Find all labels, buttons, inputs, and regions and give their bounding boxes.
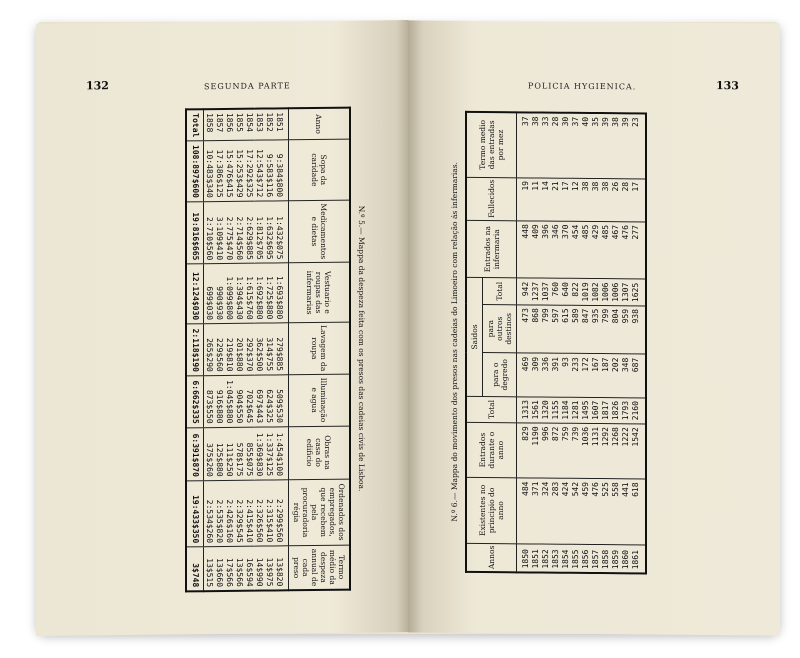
total-cell: 3$748	[186, 547, 204, 592]
table-row	[601, 113, 611, 573]
table-cell: 1307	[621, 279, 631, 305]
table-cell: 904$550	[234, 375, 244, 427]
table-cell: 476	[591, 479, 601, 545]
table-cell: 597	[551, 305, 561, 354]
running-head: POLICIA HYGIENICA.	[528, 81, 637, 92]
table-cell: 996	[541, 423, 551, 478]
table-cell: 868	[531, 305, 541, 354]
table-cell: 1:369$830	[254, 427, 264, 480]
column-header: Entrados durante o anno	[466, 422, 517, 478]
table-cell: 847	[581, 305, 591, 354]
table-row	[244, 109, 254, 591]
table-row	[224, 109, 234, 591]
table-cell: 873$550	[204, 375, 215, 427]
table-header-row	[466, 112, 483, 572]
table-cell: 33	[541, 113, 551, 178]
table-cell: 448	[517, 221, 532, 279]
table-cell: 1036	[581, 423, 591, 478]
column-header: Anno	[289, 108, 351, 140]
column-header: Total	[483, 278, 517, 305]
table-row	[234, 109, 244, 591]
year-cell: 1857	[214, 109, 224, 141]
table-cell: 201$880	[234, 323, 244, 375]
table-cell: 760	[551, 279, 561, 305]
table-cell: 799	[601, 305, 611, 354]
table-row	[621, 113, 631, 573]
table-cell: 187	[601, 354, 611, 397]
table-cell: 233	[571, 354, 581, 397]
table-cell: 1184	[561, 397, 571, 423]
table-cell: 13$566	[234, 546, 244, 591]
table-cell: 1320	[541, 397, 551, 423]
table-cell: 38	[591, 178, 601, 221]
table-cell: 578$175	[234, 427, 244, 480]
year-cell: 1858	[601, 544, 611, 573]
table-cell: 35	[591, 113, 601, 178]
year-cell: 1856	[224, 109, 234, 141]
table-cell: 938	[631, 306, 646, 355]
table-cell: 855$075	[244, 427, 254, 480]
table-cell: 702$645	[244, 375, 254, 427]
table-cell: 558	[611, 479, 621, 545]
table-cell: 21	[551, 178, 561, 221]
year-cell: 1859	[611, 544, 621, 573]
table-cell: 37	[571, 113, 581, 178]
column-header: Ordenados dos empregados, que recebem pela procuradoria régia	[289, 479, 351, 546]
table-cell: 396	[541, 221, 551, 279]
table-cell: 1222	[621, 424, 631, 479]
table-cell: 1:394$430	[234, 263, 244, 323]
table-cell: 476	[621, 222, 631, 280]
open-book	[36, 22, 780, 634]
table-cell: 1:454$100	[274, 426, 289, 479]
table-row	[581, 113, 591, 573]
table-cell: 16$594	[244, 546, 254, 591]
table-cell: 38	[581, 178, 591, 221]
table-cell: 467	[611, 221, 621, 279]
column-header: para o degredo	[483, 353, 517, 397]
table-cell: 469	[517, 353, 532, 396]
year-cell: 1852	[264, 108, 274, 140]
table-title: N.º 5.— Mappa da despeza feita com os presos das cadeias civis de Lisboa.	[357, 205, 366, 492]
table-cell: 15:476$415	[224, 140, 234, 201]
table-cell: 2:535$820	[214, 480, 224, 546]
table-cell: 2:629$885	[244, 201, 254, 264]
table-row	[591, 113, 601, 573]
table-cell: 38	[531, 112, 541, 177]
total-cell: 108:897$600	[186, 141, 204, 202]
table-cell: 12	[571, 178, 581, 221]
running-head: SEGUNDA PARTE	[204, 81, 291, 92]
expense-table	[185, 107, 351, 593]
year-cell: 1851	[274, 108, 289, 140]
table-cell: 1:615$760	[244, 263, 254, 323]
table-row	[611, 113, 621, 573]
table-cell: 17:292$325	[244, 140, 254, 201]
table-cell: 1:692$880	[254, 263, 264, 323]
table-cell: 1607	[591, 397, 601, 423]
table-cell: 509$530	[274, 374, 289, 426]
table-cell: 872	[551, 423, 561, 478]
total-row	[186, 109, 204, 591]
table-cell: 1082	[591, 279, 601, 305]
rotated-table-block	[450, 111, 647, 575]
table-cell: 1281	[571, 397, 581, 423]
table-cell: 804	[611, 305, 621, 354]
table-cell: 292$370	[244, 323, 254, 375]
table-cell: 473	[517, 305, 532, 354]
table-cell: 2:326$560	[254, 480, 264, 546]
table-cell: 283	[551, 478, 561, 544]
year-cell: 1854	[244, 109, 254, 141]
table-cell: 485	[581, 221, 591, 279]
table-cell: 14$990	[254, 546, 264, 591]
table-cell: 1817	[601, 397, 611, 423]
table-cell: 167	[591, 354, 601, 397]
table-cell: 3:109$410	[214, 201, 224, 264]
column-header: Termo médio da despeza annual de cada preso	[289, 545, 351, 590]
table-cell: 1313	[517, 396, 532, 422]
table-cell: 39	[621, 113, 631, 178]
table-cell: 172	[581, 354, 591, 397]
year-cell: 1856	[581, 544, 591, 573]
column-header: Entrados na infermaria	[466, 220, 517, 278]
table-cell: 829	[517, 423, 532, 478]
table-cell: 324	[541, 478, 551, 544]
page-number: 133	[716, 79, 739, 93]
table-cell: 39	[601, 113, 611, 178]
table-row	[254, 109, 264, 591]
table-cell: 1237	[531, 278, 541, 304]
column-header: Illuminação e agua	[289, 374, 351, 426]
table-cell: 2:299$560	[274, 479, 289, 545]
table-cell: 277	[631, 222, 646, 280]
column-header: Existentes no principio do anno	[466, 477, 517, 543]
table-cell: 12:543$712	[254, 140, 264, 201]
total-cell: 6:662$335	[186, 375, 204, 427]
table-cell: 409	[531, 221, 541, 279]
table-cell: 1190	[531, 423, 541, 478]
year-cell: 1857	[591, 544, 601, 573]
table-cell: 1131	[591, 423, 601, 478]
year-cell: 1860	[621, 544, 631, 573]
column-header: Vestuario e roupas das infermarias	[289, 262, 351, 322]
table-cell: 542	[571, 478, 581, 544]
column-header: Termo medio das entradas por mez	[466, 112, 517, 178]
table-row	[531, 112, 541, 572]
table-cell: 362$500	[254, 323, 264, 375]
table-cell: 1495	[581, 397, 591, 423]
total-cell: 19:433$350	[186, 480, 204, 547]
table-body	[186, 108, 289, 591]
table-cell: 40	[581, 113, 591, 178]
table-cell: 935	[591, 305, 601, 354]
total-cell: Total	[186, 109, 204, 141]
table-row	[631, 113, 646, 573]
table-cell: 459	[581, 478, 591, 544]
table-cell: 2:415$410	[244, 480, 254, 546]
column-group-header: Saidos	[466, 278, 483, 396]
table-cell: 125$880	[214, 427, 224, 480]
table-cell: 9:583$116	[264, 140, 274, 201]
table-cell: 2:775$470	[224, 201, 234, 264]
table-cell: 371	[531, 478, 541, 544]
year-cell: 1850	[517, 543, 532, 572]
table-cell: 14	[541, 178, 551, 221]
table-cell: 23	[631, 113, 646, 178]
table-cell: 9:384$800	[274, 140, 289, 201]
column-header: Annos	[466, 543, 517, 572]
table-cell: 375$260	[204, 427, 215, 480]
table-cell: 2:329$545	[234, 480, 244, 546]
table-row	[214, 109, 224, 591]
table-cell: 38	[601, 178, 611, 221]
table-cell: 1:099$800	[224, 264, 234, 324]
table-cell: 759	[561, 423, 571, 478]
table-cell: 1:693$880	[274, 263, 289, 323]
year-cell: 1853	[254, 109, 264, 141]
year-cell: 1858	[204, 109, 215, 141]
table-row	[517, 112, 532, 572]
column-header: Medicamentos e dietas	[289, 200, 351, 263]
table-cell: 615	[561, 305, 571, 354]
table-cell: 739	[571, 423, 581, 478]
table-cell: 959	[621, 305, 631, 354]
table-cell: 28	[621, 178, 631, 221]
table-body	[517, 112, 647, 573]
table-cell: 1155	[551, 397, 561, 423]
table-cell: 1268	[611, 424, 621, 479]
table-cell: 990$930	[214, 264, 224, 324]
column-header: Lavagem da roupa	[289, 322, 351, 374]
table-cell: 336	[541, 353, 551, 396]
table-cell: 202	[611, 354, 621, 397]
table-cell: 38	[611, 113, 621, 178]
table-cell: 279$885	[274, 323, 289, 375]
table-cell: 17$566	[224, 546, 234, 591]
table-cell: 942	[517, 278, 532, 304]
table-cell: 916$880	[214, 375, 224, 427]
table-cell: 2160	[631, 397, 646, 423]
table-cell: 219$810	[224, 323, 234, 375]
table-cell: 441	[621, 479, 631, 545]
year-cell: 1853	[551, 544, 561, 573]
table-cell: 111$250	[224, 427, 234, 480]
table-cell: 1:045$880	[224, 375, 234, 427]
table-header-row	[289, 108, 351, 591]
table-title: N.º 6.— Mappa do movimento dos presos nas cadeias do Limoeiro com relação ás infermarias.	[450, 161, 459, 522]
table-cell: 424	[561, 478, 571, 544]
table-cell: 15:253$429	[234, 140, 244, 201]
table-cell: 19	[517, 177, 532, 220]
table-cell: 1826	[611, 397, 621, 423]
table-cell: 1561	[531, 397, 541, 423]
table-cell: 13$660	[214, 546, 224, 591]
table-cell: 1006	[611, 279, 621, 305]
table-cell: 2:426$160	[224, 480, 234, 546]
column-header: Sopa da caridade	[289, 139, 351, 200]
table-cell: 589	[571, 305, 581, 354]
table-cell: 2:710$560	[204, 201, 215, 264]
table-cell: 17	[631, 178, 646, 221]
total-cell: 6:391$870	[186, 427, 204, 480]
year-cell: 1851	[531, 543, 541, 572]
left-page	[36, 20, 408, 636]
table-cell: 2:534$260	[204, 480, 215, 546]
table-cell: 1542	[631, 424, 646, 479]
table-cell: 11	[531, 178, 541, 221]
table-cell: 1:337$125	[264, 426, 274, 479]
table-cell: 429	[591, 221, 601, 279]
table-row	[551, 113, 561, 573]
table-cell: 370	[561, 221, 571, 279]
column-header: Fallecidos	[466, 177, 517, 221]
table-row	[541, 113, 551, 573]
table-cell: 485	[601, 221, 611, 279]
table-cell: 391	[551, 354, 561, 397]
right-page	[408, 20, 780, 635]
table-cell: 1:432$075	[274, 200, 289, 263]
total-cell: 2:118$190	[186, 324, 204, 376]
table-row	[204, 109, 215, 591]
table-cell: 799	[541, 305, 551, 354]
table-row	[264, 108, 274, 590]
column-header: Obras na casa do edificio	[289, 426, 351, 480]
table-cell: 17:386$125	[214, 141, 224, 202]
table-cell: 624$325	[264, 375, 274, 427]
rotated-table-block	[185, 106, 366, 592]
table-cell: 687	[631, 354, 646, 397]
table-cell: 2:714$560	[234, 201, 244, 264]
table-cell: 484	[517, 478, 532, 544]
table-cell: 1037	[541, 278, 551, 304]
year-cell: 1855	[571, 544, 581, 573]
table-cell: 37	[517, 112, 532, 177]
table-cell: 640	[561, 279, 571, 305]
table-cell: 309	[531, 353, 541, 396]
table-cell: 346	[551, 221, 561, 279]
table-cell: 1:632$695	[264, 201, 274, 264]
table-row	[571, 113, 581, 573]
column-header: para outros destinos	[483, 304, 517, 353]
table-cell: 229$560	[214, 323, 224, 375]
table-cell: 26	[611, 178, 621, 221]
total-cell: 19:816$665	[186, 201, 204, 264]
table-cell: 265$290	[204, 324, 215, 376]
column-header: Total	[466, 396, 517, 423]
table-cell: 28	[551, 113, 561, 178]
table-cell: 93	[561, 354, 571, 397]
year-cell: 1854	[561, 544, 571, 573]
table-cell: 17	[561, 178, 571, 221]
table-cell: 13$515	[204, 547, 215, 592]
table-cell: 1625	[631, 279, 646, 305]
table-row	[561, 113, 571, 573]
table-cell: 13$975	[264, 546, 274, 591]
table-cell: 1006	[601, 279, 611, 305]
table-cell: 30	[561, 113, 571, 178]
year-cell: 1855	[234, 109, 244, 141]
table-cell: 699$030	[204, 264, 215, 324]
table-cell: 1:725$880	[264, 263, 274, 323]
movement-table	[465, 111, 647, 575]
table-cell: 697$443	[254, 375, 264, 427]
table-cell: 1:812$705	[254, 201, 264, 264]
table-cell: 618	[631, 479, 646, 545]
table-cell: 454	[571, 221, 581, 279]
year-cell: 1861	[631, 544, 646, 573]
table-cell: 1019	[581, 279, 591, 305]
table-cell: 10:483$340	[204, 141, 215, 202]
table-cell: 314$755	[264, 323, 274, 375]
total-cell: 12:124$030	[186, 264, 204, 324]
table-cell: 1793	[621, 397, 631, 423]
table-cell: 348	[621, 354, 631, 397]
table-cell: 13$820	[274, 546, 289, 591]
table-cell: 1292	[601, 423, 611, 478]
table-cell: 822	[571, 279, 581, 305]
table-cell: 525	[601, 479, 611, 545]
year-cell: 1852	[541, 544, 551, 573]
table-cell: 2:315$410	[264, 480, 274, 546]
page-number: 132	[86, 79, 109, 93]
table-row	[274, 108, 289, 590]
